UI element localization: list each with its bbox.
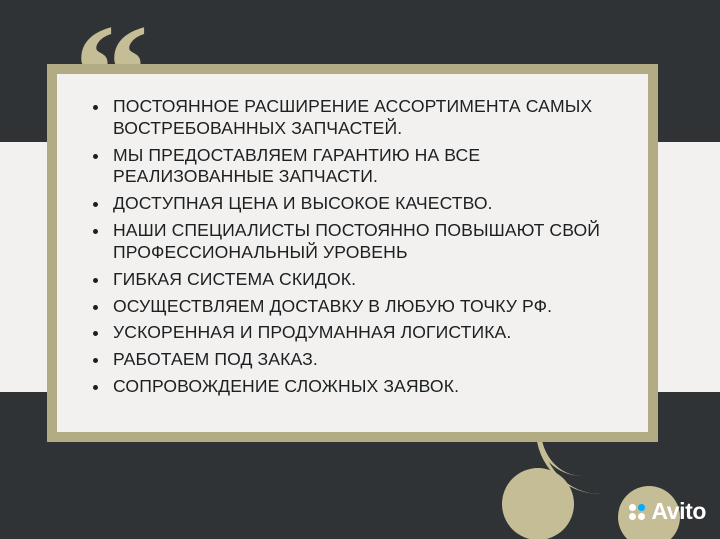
quote-card-body xyxy=(57,74,648,432)
logo-dot xyxy=(638,513,645,520)
list-item: ДОСТУПНАЯ ЦЕНА И ВЫСОКОЕ КАЧЕСТВО. xyxy=(87,193,622,215)
list-item: УСКОРЕННАЯ И ПРОДУМАННАЯ ЛОГИСТИКА. xyxy=(87,322,622,344)
logo-dot xyxy=(629,513,636,520)
benefits-list xyxy=(87,96,622,398)
quote-card xyxy=(47,64,658,442)
avito-watermark-label: Avito xyxy=(651,498,706,524)
list-item: РАБОТАЕМ ПОД ЗАКАЗ. xyxy=(87,349,622,371)
cherry-berry-icon xyxy=(502,468,574,539)
list-item: ПОСТОЯННОЕ РАСШИРЕНИЕ АССОРТИМЕНТА САМЫХ ВОСТРЕБОВАННЫХ ЗАПЧАСТЕЙ. xyxy=(87,96,622,140)
list-item: ОСУЩЕСТВЛЯЕМ ДОСТАВКУ В ЛЮБУЮ ТОЧКУ РФ. xyxy=(87,296,622,318)
list-item: СОПРОВОЖДЕНИЕ СЛОЖНЫХ ЗАЯВОК. xyxy=(87,376,622,398)
avito-logo-icon xyxy=(629,504,645,520)
logo-dot-accent xyxy=(638,504,645,511)
list-item: ГИБКАЯ СИСТЕМА СКИДОК. xyxy=(87,269,622,291)
avito-watermark xyxy=(629,498,706,525)
list-item: НАШИ СПЕЦИАЛИСТЫ ПОСТОЯННО ПОВЫШАЮТ СВОЙ ПРОФЕССИОНАЛЬНЫЙ УРОВЕНЬ xyxy=(87,220,622,264)
logo-dot xyxy=(629,504,636,511)
list-item: МЫ ПРЕДОСТАВЛЯЕМ ГАРАНТИЮ НА ВСЕ РЕАЛИЗОВАННЫЕ ЗАПЧАСТИ. xyxy=(87,145,622,189)
